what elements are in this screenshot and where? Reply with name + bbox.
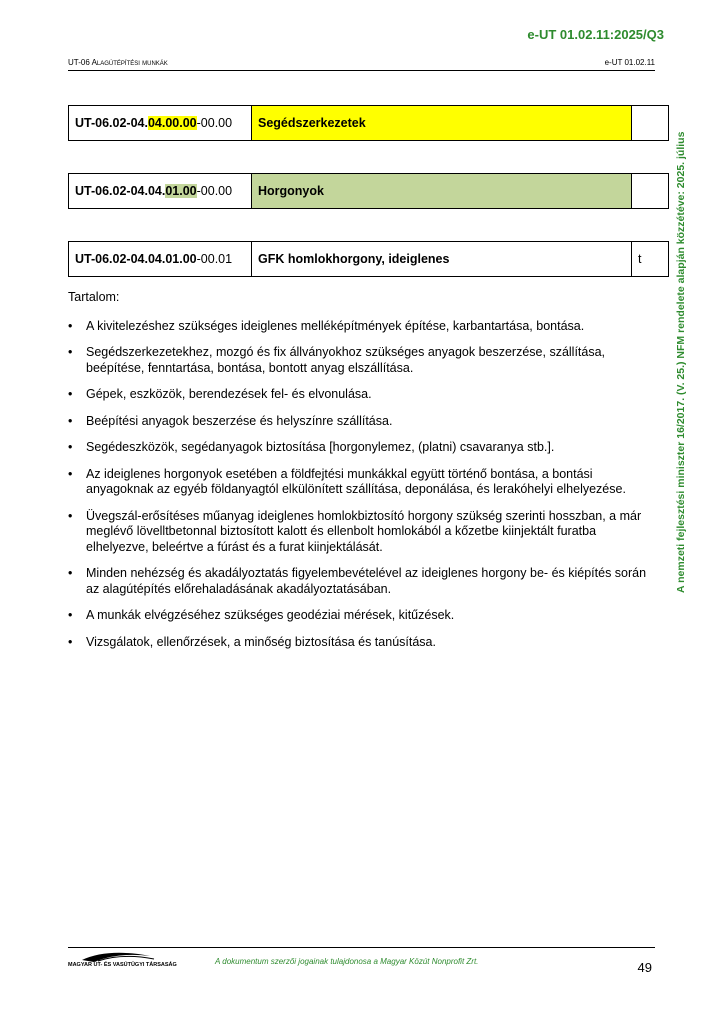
list-item-text: Segédszerkezetekhez, mozgó és fix állványokhoz szükséges anyagok beszerzése, szállítása, beépítése, fenntartása, bontása, bontott anyag elszállítása.: [86, 345, 606, 375]
code-prefix: UT-06.02-04.04.01.00: [75, 252, 197, 266]
code-suffix: -00.01: [196, 252, 233, 266]
list-item-text: Vizsgálatok, ellenőrzések, a minőség biztosítása és tanúsítása.: [86, 634, 436, 649]
list-item: [68, 440, 648, 456]
code-prefix: UT-06.02-04.: [75, 116, 148, 130]
bullet-icon: •: [68, 440, 73, 454]
bullet-icon: •: [68, 508, 73, 523]
page-number: 49: [637, 960, 652, 975]
list-item: [68, 509, 648, 556]
item-title: GFK homlokhorgony, ideiglenes: [252, 242, 632, 277]
item-code: [69, 106, 252, 141]
header-prefix: UT-06 A: [68, 58, 97, 67]
list-item-text: Gépek, eszközök, berendezések fel- és elvonulása.: [86, 387, 372, 401]
list-item-text: Üvegszál-erősítéses műanyag ideiglenes homlokbiztosító horgony szükség szerinti hosszban, a már meglévő lövelltbetonnal biztosított kalott és ellenbolt homlokából a kőzetbe kiinjektált furatba elhelyezve, beleértve a fúrást és a furat kiinjektálását.: [86, 508, 642, 554]
content-list: [68, 319, 648, 651]
list-item: [68, 387, 648, 403]
page-header: [68, 58, 655, 71]
code-highlight: 01.00: [165, 184, 197, 198]
list-item: [68, 635, 648, 651]
bullet-icon: •: [68, 466, 73, 481]
copyright-note: A dokumentum szerzői jogainak tulajdonosa a Magyar Közút Nonprofit Zrt.: [215, 957, 479, 966]
item-unit: [632, 106, 669, 141]
item-row-gfk-homlokhorgony: [68, 241, 669, 277]
content-label: Tartalom:: [68, 290, 120, 304]
item-code: [69, 242, 252, 277]
footer-divider: [68, 947, 655, 948]
item-row-segedszerkezetek: [68, 105, 669, 141]
company-logo-text: MAGYAR ÚT- ÉS VASÚTÜGYI TÁRSASÁG: [68, 962, 177, 968]
header-doc-ref: e-UT 01.02.11: [604, 58, 655, 67]
list-item-text: Segédeszközök, segédanyagok biztosítása [horgonylemez, (platni) csavaranya stb.].: [86, 440, 555, 454]
code-suffix: -00.00: [196, 116, 233, 130]
bullet-icon: •: [68, 387, 73, 401]
bullet-icon: •: [68, 318, 73, 333]
list-item-text: Beépítési anyagok beszerzése és helyszínre szállítása.: [86, 413, 393, 428]
list-item: [68, 345, 648, 376]
item-row-horgonyok: [68, 173, 669, 209]
list-item-text: Minden nehézség és akadályoztatás figyelembevételével az ideiglenes horgony be- és kiépítés során az alagútépítés előrehaladásának akadályoztatásában.: [86, 566, 647, 596]
item-title: Horgonyok: [252, 174, 632, 209]
item-title: Segédszerkezetek: [252, 106, 632, 141]
code-prefix: UT-06.02-04.04.: [75, 184, 166, 198]
bullet-icon: •: [68, 345, 73, 359]
company-logo-icon: [68, 950, 178, 972]
code-suffix: -00.00: [196, 184, 233, 198]
item-unit: [632, 174, 669, 209]
list-item-text: A kivitelezéshez szükséges ideiglenes melléképítmények építése, karbantartása, bontása.: [86, 318, 585, 333]
item-code: [69, 174, 252, 209]
document-id: e-UT 01.02.11:2025/Q3: [527, 27, 664, 42]
list-item: [68, 467, 648, 498]
content-section: [68, 290, 648, 661]
code-highlight: 04.00.00: [147, 116, 197, 130]
bullet-icon: •: [68, 566, 73, 580]
list-item-text: Az ideiglenes horgonyok esetében a földfejtési munkákkal együtt történő bontása, a bontási anyagoknak az egyéb földanyagtól elkülönített szállítása, deponálása, és lerakóhelyi elhelyezése.: [86, 466, 626, 496]
header-title-rest: lagútépítési munkák: [96, 58, 168, 67]
list-item: [68, 414, 648, 430]
bullet-icon: •: [68, 413, 73, 428]
list-item: [68, 608, 648, 624]
side-publication-note: A nemzeti fejlesztési miniszter 16/2017. (V. 25.) NFM rendelete alapján közzétéve: 2025. július: [675, 131, 687, 594]
bullet-icon: •: [68, 608, 73, 622]
header-section-title: [68, 58, 168, 67]
item-unit: t: [632, 242, 669, 277]
bullet-icon: •: [68, 634, 73, 649]
list-item-text: A munkák elvégzéséhez szükséges geodéziai mérések, kitűzések.: [86, 608, 455, 622]
list-item: [68, 319, 648, 335]
list-item: [68, 566, 648, 597]
